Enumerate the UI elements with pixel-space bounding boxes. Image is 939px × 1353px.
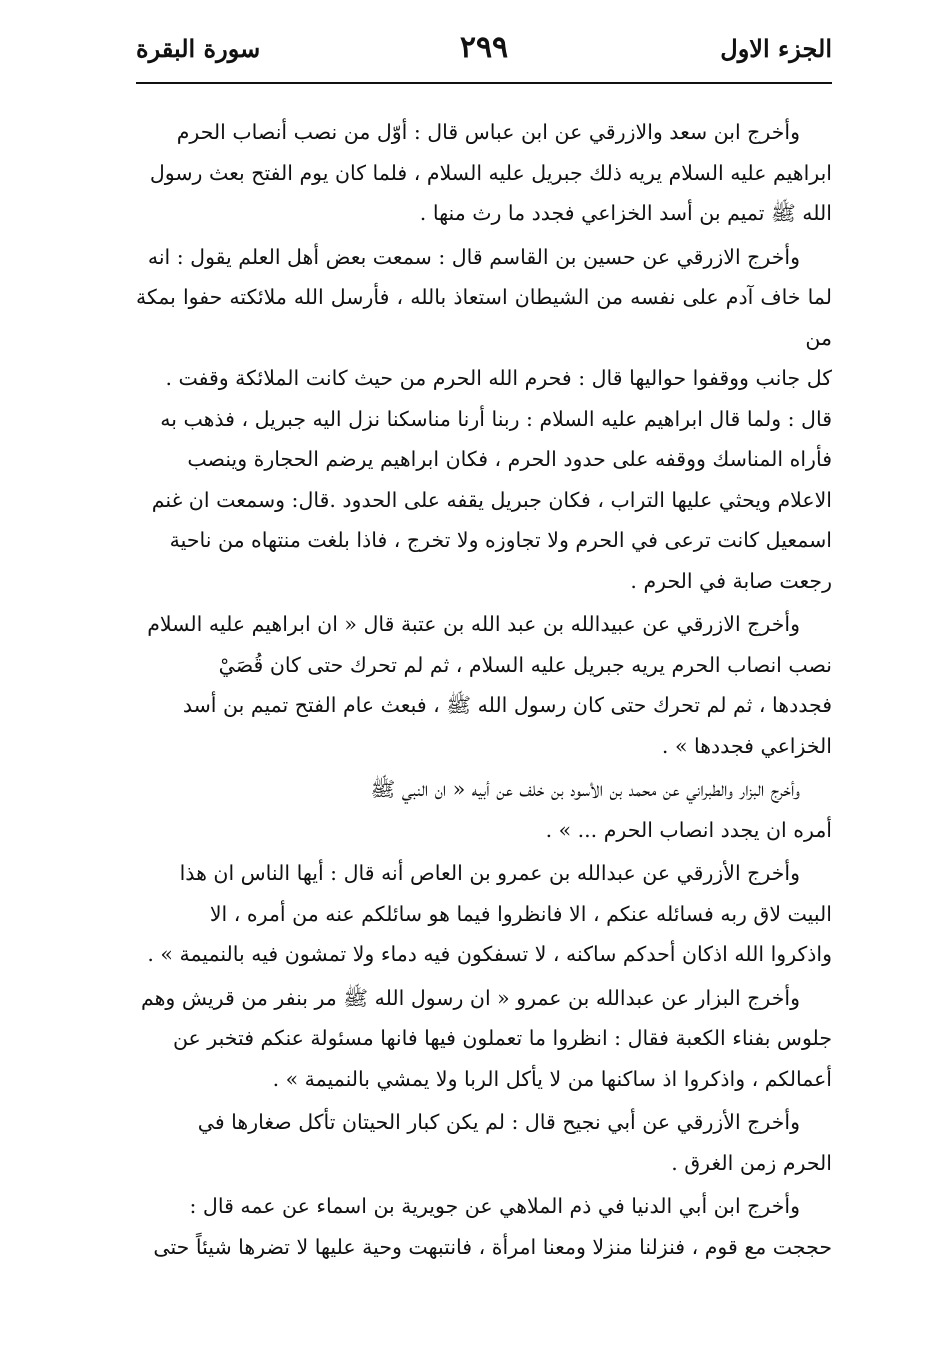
paragraph-5: وأخرج الأزرقي عن عبدالله بن عمرو بن العاص أنه قال : أيها الناس ان هذا البيت لاق ربه فسائله عنكم ، الا فانظروا فيما هو سائلكم عنه من أمره ، الا واذكروا الله اذكان أحدكم ساكنه ، لا تسفكون فيه دماء ولا تمشون فيه بالنميمة » .: [147, 861, 832, 966]
page-number: ٢٩٩: [459, 30, 509, 65]
surah-title: سورة البقرة: [136, 34, 261, 63]
page-body: [136, 112, 832, 1270]
paragraph-6: وأخرج البزار عن عبدالله بن عمرو « ان رسول الله ﷺ مر بنفر من قريش وهم جلوس بفناء الكعبة فقال : انظروا ما تعملون فيها فانها مسئولة عنكم فتخبر عن أعمالكم ، واذكروا اذ ساكنها من لا يأكل الربا ولا يمشي بالنميمة » .: [140, 985, 832, 1091]
paragraph-1: وأخرج ابن سعد والازرقي عن ابن عباس قال : أوّل من نصب أنصاب الحرم ابراهيم عليه السلام يريه ذلك جبريل عليه السلام ، فلما كان يوم الفتح بعث رسول الله ﷺ تميم بن أسد الخزاعي فجدد ما رث منها .: [149, 120, 832, 225]
page-header: [136, 28, 832, 72]
paragraph-4: وأخرج البزار والطبراني عن محمد بن الأسود بن خلف عن أبيه « ان النبي ﷺ أمره ان يجدد انصاب الحرم ... » .: [370, 777, 832, 842]
paragraph-8: وأخرج ابن أبي الدنيا في ذم الملاهي عن جويرية بن اسماء عن عمه قال : حججت مع قوم ، فنزلنا منزلا ومعنا امرأة ، فانتبهت وحية عليها لا تضرها شيئاً حتى: [153, 1194, 832, 1259]
header-divider: [136, 82, 832, 84]
part-title: الجزء الاول: [720, 34, 832, 63]
paragraph-3: وأخرج الازرقي عن عبيدالله بن عبد الله بن عتبة قال « ان ابراهيم عليه السلام نصب انصاب الحرم يريه جبريل عليه السلام ، ثم لم تحرك حتى كان قُصَيْ فجددها ، ثم لم تحرك حتى كان رسول الله ﷺ ، فبعث عام الفتح تميم بن أسد الخزاعي فجددها » .: [147, 612, 832, 758]
paragraph-7: وأخرج الأزرقي عن أبي نجيح قال : لم يكن كبار الحيتان تأكل صغارها في الحرم زمن الغرق .: [197, 1110, 832, 1175]
paragraph-2: وأخرج الازرقي عن حسين بن القاسم قال : سمعت بعض أهل العلم يقول : انه لما خاف آدم على نفسه من الشيطان استعاذ بالله ، فأرسل الله ملائكته حفوا بمكة من كل جانب ووقفوا حواليها قال : فحرم الله الحرم من حيث كانت الملائكة وقفت . قال : ولما قال ابراهيم عليه السلام : ربنا أرنا مناسكنا نزل اليه جبريل ، فذهب به فأراه المناسك ووقفه على حدود الحرم ، فكان ابراهيم يرضم الحجارة وينصب الاعلام ويحثي عليها التراب ، فكان جبريل يقفه على الحدود .قال: وسمعت ان غنم اسمعيل كانت ترعى في الحرم ولا تجاوزه ولا تخرج ، فاذا بلغت منتهاه من ناحية رجعت صابة في الحرم .: [136, 244, 832, 593]
